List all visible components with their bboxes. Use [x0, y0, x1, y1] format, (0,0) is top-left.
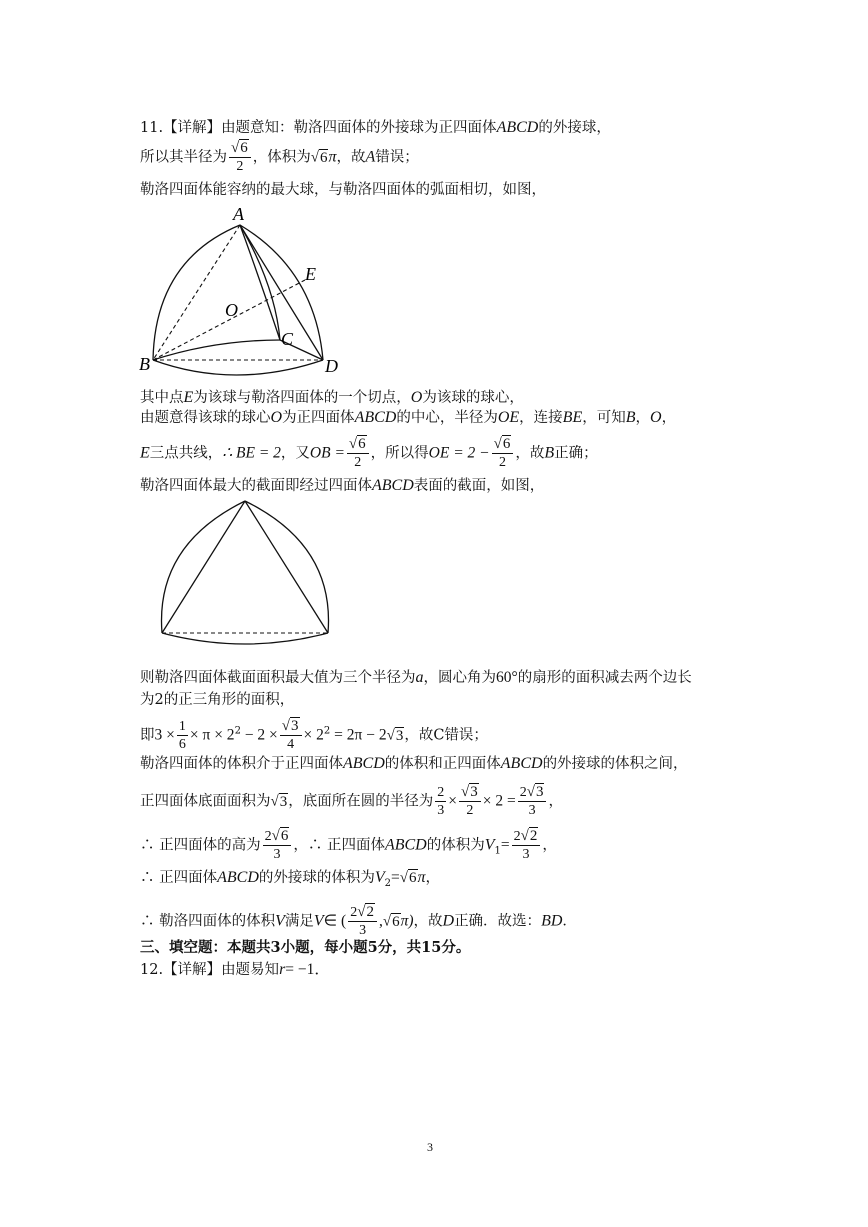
figure-reuleaux-section — [150, 495, 340, 645]
q11-text: ， — [548, 793, 563, 810]
q11-text: ，圆心角为 — [423, 670, 496, 686]
math-expr: = — [500, 836, 510, 854]
label-c: C — [281, 329, 294, 349]
arc-bd — [153, 360, 323, 375]
math-expr: − 2 × — [244, 726, 278, 744]
math-expr: × π × 2 — [189, 726, 235, 744]
math-expr: , — [378, 912, 383, 930]
q11-text: 即 — [140, 727, 155, 744]
denominator: 4 — [287, 737, 295, 752]
q11-text: 的外接球的体积为 — [258, 870, 375, 886]
q11-text: 所以其半径为 — [140, 149, 227, 166]
q11-text: 正四面体底面面积为 — [140, 793, 271, 810]
coefficient: 2 — [350, 905, 358, 920]
denominator: 2 — [466, 803, 474, 818]
math-var: O — [270, 409, 283, 426]
q11-text: 的体积和正四面体 — [384, 756, 501, 772]
q11-prefix: 11.【详解】 — [140, 120, 222, 136]
sqrt: √6 — [310, 149, 328, 166]
denominator: 2 — [354, 455, 362, 470]
math-var: ABCD — [217, 869, 259, 886]
math-var: D — [442, 912, 455, 930]
q11-text: 其中点 — [140, 390, 184, 406]
fraction: $\frac{√3}{2}$ — [459, 784, 481, 819]
q11-text: 为正四面体 — [282, 410, 355, 426]
q11-text: ，又 — [280, 445, 310, 462]
q11-line-15 — [140, 904, 577, 939]
sqrt: √6 — [382, 913, 400, 930]
math-var: O — [410, 389, 423, 406]
q11-text: ∴ 勒洛四面体的体积 — [140, 913, 276, 930]
math-expr: 3 × — [154, 726, 175, 744]
math-expr: OE = 2 − — [428, 444, 490, 462]
fraction: $\frac{√6}{2}$ — [492, 436, 514, 471]
denominator: 3 — [528, 803, 536, 818]
q11-text: ． — [562, 913, 577, 930]
fraction: $\frac{2√2}{3}$ — [348, 904, 377, 939]
coefficient: 2 — [519, 785, 527, 800]
q11-text: 正确．故选： — [454, 913, 542, 930]
math-expr: × — [448, 792, 457, 810]
label-b: B — [139, 354, 150, 374]
q11-text: 的外接球的体积之间， — [542, 756, 688, 772]
fraction — [177, 718, 188, 753]
answer: BD — [541, 912, 563, 930]
radicand: 6 — [280, 828, 289, 844]
denominator: 2 — [236, 159, 244, 174]
q11-text: ， — [635, 410, 650, 426]
triangle-side-left — [162, 501, 245, 633]
exponent: 2 — [323, 725, 331, 737]
q11-text: 的扇形的面积减去两个边长 — [517, 670, 692, 686]
q11-text: 的体积为 — [426, 837, 485, 854]
fraction: $\frac{√6}{2}$ — [347, 436, 369, 471]
label-o: O — [225, 300, 238, 320]
q12-prefix: 12.【详解】 — [140, 962, 222, 978]
radicand: 3 — [395, 727, 404, 744]
coefficient: 2 — [264, 829, 272, 844]
page-number: 3 — [427, 1140, 433, 1154]
radicand: 6 — [358, 436, 366, 452]
q11-text: 的中心，半径为 — [396, 410, 498, 426]
radicand: 3 — [535, 784, 544, 800]
fraction: $\frac{2√2}{3}$ — [512, 828, 541, 863]
pi: π — [417, 869, 426, 886]
math-var: ABCD — [496, 119, 539, 136]
math-var: E — [140, 444, 150, 462]
q11-line-2 — [140, 140, 419, 175]
figure-reuleaux-tetrahedron — [135, 200, 355, 380]
math-var: ABCD — [500, 755, 543, 772]
q11-text: ， — [542, 837, 557, 854]
q11-text: ，故 — [336, 149, 366, 166]
q11-text: 由题意知：勒洛四面体的外接球为正四面体 — [221, 120, 497, 136]
math-var: V — [484, 836, 495, 854]
radicand: 6 — [240, 140, 248, 156]
math-expr: 60° — [496, 669, 518, 686]
q11-text: 正确； — [554, 445, 598, 462]
subscript: 1 — [494, 845, 501, 857]
label-a: A — [233, 204, 244, 224]
q11-text: 为2的正三角形的面积， — [140, 692, 295, 708]
numerator: 1 — [178, 719, 186, 734]
math-expr: = −1． — [285, 961, 330, 978]
fraction: $\frac{√6}{2}$ — [229, 140, 251, 175]
q11-line-8 — [140, 668, 692, 688]
math-expr: π) — [400, 912, 414, 930]
section-3-title: 三、填空题：本题共3小题，每小题5分，共15分。 — [140, 939, 471, 956]
q11-text: ∴ 正四面体 — [140, 870, 218, 886]
math-var: V — [275, 912, 285, 930]
pi: π — [328, 148, 337, 166]
denominator: 3 — [522, 847, 530, 862]
q11-text: ，故 — [515, 445, 545, 462]
math-var: ABCD — [354, 409, 397, 426]
q11-text: 由题意得该球的球心 — [140, 410, 271, 426]
radicand: 6 — [409, 870, 417, 886]
radicand: 2 — [529, 828, 538, 844]
math-expr: × 2 — [303, 726, 324, 744]
math-var: B — [625, 409, 636, 426]
q11-text: ，所以得 — [370, 445, 429, 462]
q11-text: 勒洛四面体的体积介于正四面体 — [140, 756, 343, 772]
q11-line-14 — [140, 868, 440, 894]
q11-text: 三点共线， — [149, 445, 223, 462]
math-expr: = 2π − 2 — [334, 726, 387, 744]
math-expr: OB = — [309, 444, 345, 462]
radicand: 6 — [502, 436, 511, 452]
q11-text: 表面的截面，如图， — [413, 478, 545, 494]
math-var: ABCD — [384, 836, 427, 854]
q11-line-13 — [140, 828, 557, 863]
fraction: $\frac{√3}{4}$ — [280, 718, 302, 753]
radicand: 3 — [279, 793, 288, 810]
math-var: BE — [562, 409, 583, 426]
math-var: ABCD — [372, 477, 414, 494]
q11-text: ， — [425, 870, 441, 886]
edge-ac — [240, 225, 280, 340]
math-expr: × 2 = — [482, 792, 516, 810]
fraction — [435, 784, 446, 819]
radicand: 2 — [366, 904, 374, 920]
exponent: 2 — [234, 725, 241, 737]
q11-line-5 — [140, 408, 676, 428]
q11-text: ，故C错误； — [404, 727, 488, 744]
edge-ab-dashed — [153, 225, 240, 360]
q11-text: 错误； — [375, 149, 419, 166]
numerator: 2 — [437, 785, 445, 800]
denominator: 6 — [178, 737, 186, 752]
fraction: $\frac{2√3}{3}$ — [518, 784, 547, 819]
q11-text: 勒洛四面体能容纳的最大球，与勒洛四面体的弧面相切，如图， — [140, 182, 546, 198]
denominator: 2 — [498, 455, 506, 470]
denominator: 3 — [273, 847, 281, 862]
denominator: 3 — [437, 803, 445, 818]
label-e: E — [305, 264, 316, 284]
denominator: 3 — [359, 923, 367, 938]
q11-text: 满足 — [284, 913, 314, 930]
section-arc-bottom — [162, 633, 328, 644]
math-var: O — [650, 409, 662, 426]
radicand: 3 — [291, 718, 299, 734]
triangle-side-right — [245, 501, 328, 633]
sqrt: √6 — [399, 870, 417, 886]
q11-text: 为该球的球心， — [422, 390, 524, 406]
radicand: 6 — [392, 913, 400, 930]
math-var: E — [183, 389, 194, 406]
coefficient: 2 — [513, 829, 521, 844]
q11-text: ，故 — [413, 913, 443, 930]
q11-text: ， — [661, 410, 677, 426]
q12-line — [140, 960, 330, 980]
math-expr: = — [391, 869, 400, 886]
q11-text: ，体积为 — [252, 149, 311, 166]
q11-line-9 — [140, 690, 294, 710]
math-expr: ∴ BE = 2 — [222, 444, 281, 462]
math-var: ABCD — [343, 755, 385, 772]
label-d: D — [325, 356, 338, 376]
q11-text: 为该球与勒洛四面体的一个切点， — [193, 390, 411, 406]
math-var: OE — [497, 409, 520, 426]
q11-line-11 — [140, 754, 688, 774]
math-var: a — [415, 669, 424, 686]
math-var: V — [374, 869, 385, 886]
sqrt: √3 — [270, 793, 288, 810]
q11-text: 则勒洛四面体截面面积最大值为三个半径为 — [140, 670, 416, 686]
q11-text: ∴ 正四面体的高为 — [140, 837, 261, 854]
q11-line-7 — [140, 476, 544, 496]
q11-text: 勒洛四面体最大的截面即经过四面体 — [140, 478, 372, 494]
math-var: r — [279, 961, 286, 978]
math-var: V — [313, 912, 324, 930]
math-expr: ∈ ( — [323, 912, 347, 930]
q11-line-6 — [140, 436, 598, 471]
subscript: 2 — [384, 877, 392, 889]
q11-line-4 — [140, 388, 524, 408]
q11-line-3 — [140, 180, 546, 200]
radicand: 3 — [470, 784, 478, 800]
q11-line-10 — [140, 718, 488, 753]
q11-text: ，底面所在圆的半径为 — [288, 793, 434, 810]
q11-text: ，可知 — [582, 410, 626, 426]
q11-text: 的外接球， — [538, 120, 611, 136]
math-var: A — [365, 148, 376, 166]
q11-text: ，连接 — [519, 410, 563, 426]
q11-line-12 — [140, 784, 563, 819]
math-var: B — [544, 444, 555, 462]
q11-text: ，∴ 正四面体 — [293, 837, 385, 854]
q12-text: 由题易知 — [221, 962, 280, 978]
q11-line-1 — [140, 118, 611, 138]
sqrt: √3 — [386, 727, 404, 744]
fraction: $\frac{2√6}{3}$ — [263, 828, 292, 863]
radicand: 6 — [319, 149, 328, 166]
